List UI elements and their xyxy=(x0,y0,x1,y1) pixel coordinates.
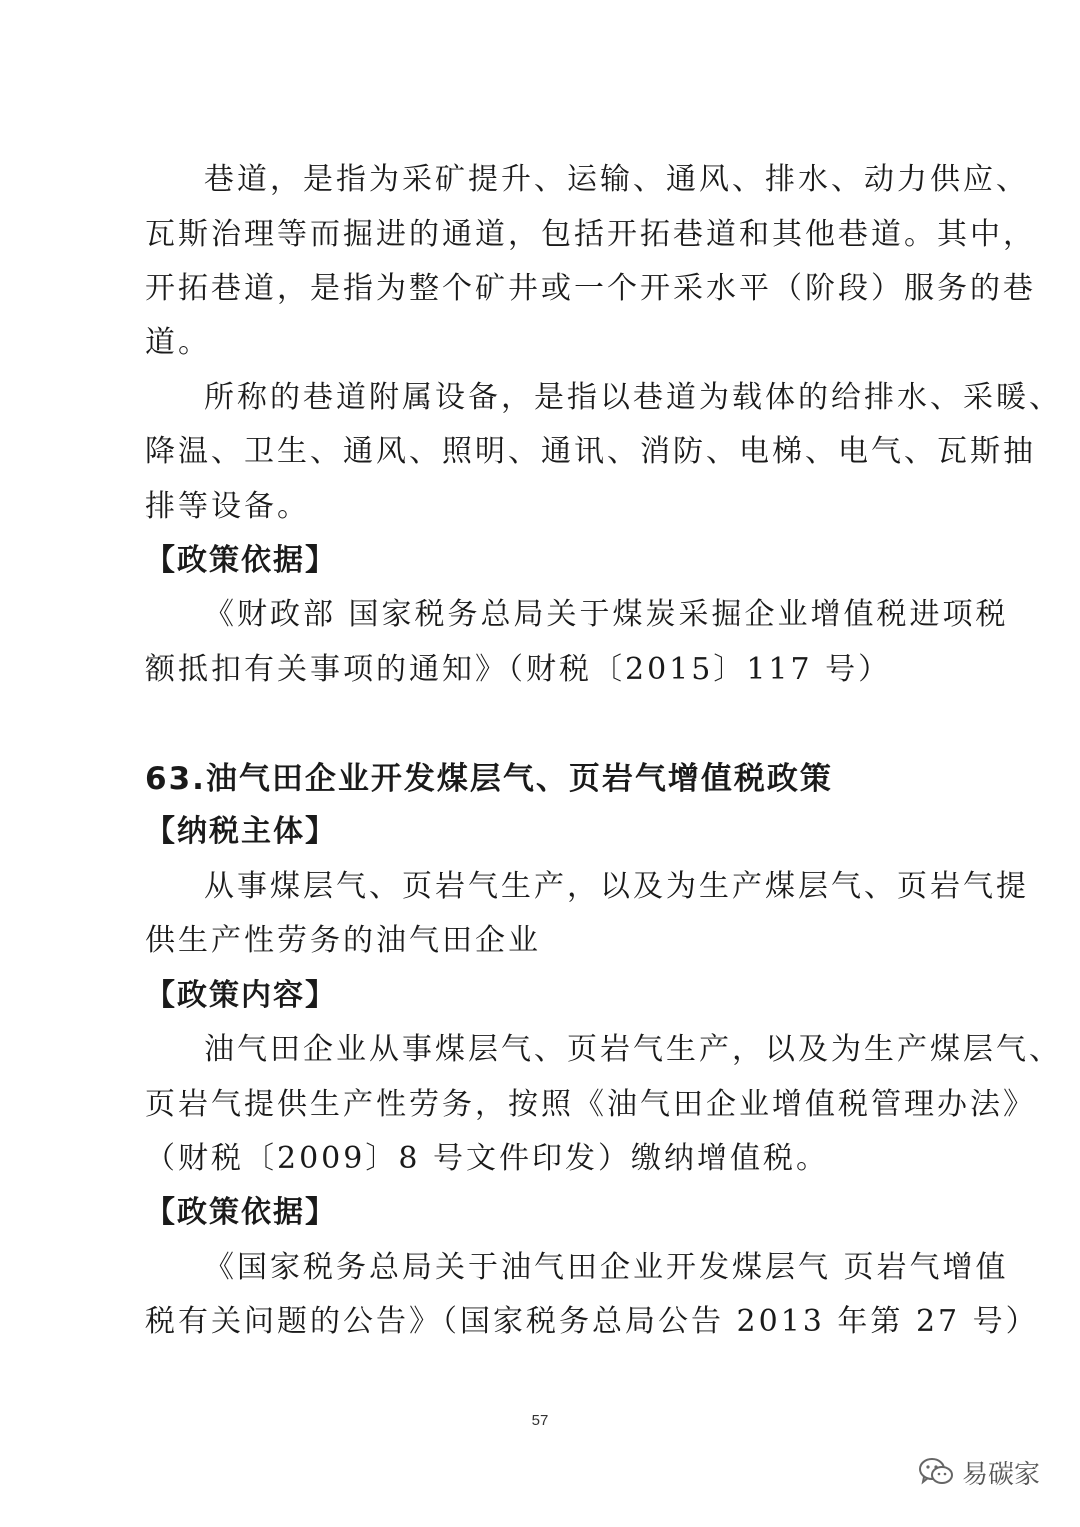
paragraph-line: 油气田企业从事煤层气、页岩气生产，以及为生产煤层气、 xyxy=(204,1032,1062,1067)
paragraph-line: 排等设备。 xyxy=(145,489,310,524)
section-heading: 【政策依据】 xyxy=(145,543,337,578)
paragraph-line: 供生产性劳务的油气田企业 xyxy=(145,923,541,958)
paragraph-line: 道。 xyxy=(145,325,211,360)
paragraph-line: 税有关问题的公告》（国家税务总局公告 2013 年第 27 号） xyxy=(145,1304,1039,1339)
page-number: 57 xyxy=(531,1412,549,1429)
paragraph-line: 《国家税务总局关于油气田企业开发煤层气 页岩气增值 xyxy=(204,1250,1009,1285)
paragraph-line: 页岩气提供生产性劳务，按照《油气田企业增值税管理办法》 xyxy=(145,1087,1036,1122)
paragraph-line: 从事煤层气、页岩气生产，以及为生产煤层气、页岩气提 xyxy=(204,869,1029,904)
paragraph-line: 瓦斯治理等而掘进的通道，包括开拓巷道和其他巷道。其中， xyxy=(145,217,1036,252)
watermark-text: 易碳家 xyxy=(962,1459,1041,1490)
paragraph-line: 降温、卫生、通风、照明、通讯、消防、电梯、电气、瓦斯抽 xyxy=(145,434,1036,469)
paragraph-line: 巷道，是指为采矿提升、运输、通风、排水、动力供应、 xyxy=(204,162,1029,197)
section-heading: 【纳税主体】 xyxy=(145,814,337,849)
section-heading: 【政策依据】 xyxy=(145,1195,337,1230)
section-title: 63.油气田企业开发煤层气、页岩气增值税政策 xyxy=(145,761,833,797)
paragraph-line: 开拓巷道，是指为整个矿井或一个开采水平（阶段）服务的巷 xyxy=(145,271,1036,306)
section-heading: 【政策内容】 xyxy=(145,978,337,1013)
paragraph-line: 额抵扣有关事项的通知》（财税〔2015〕117 号） xyxy=(145,652,892,687)
paragraph-line: （财税〔2009〕8 号文件印发）缴纳增值税。 xyxy=(145,1141,829,1176)
watermark xyxy=(918,1452,1040,1492)
paragraph-line: 《财政部 国家税务总局关于煤炭采掘企业增值税进项税 xyxy=(204,597,1009,632)
wechat-icon xyxy=(918,1457,954,1487)
paragraph-line: 所称的巷道附属设备，是指以巷道为载体的给排水、采暖、 xyxy=(204,380,1062,415)
